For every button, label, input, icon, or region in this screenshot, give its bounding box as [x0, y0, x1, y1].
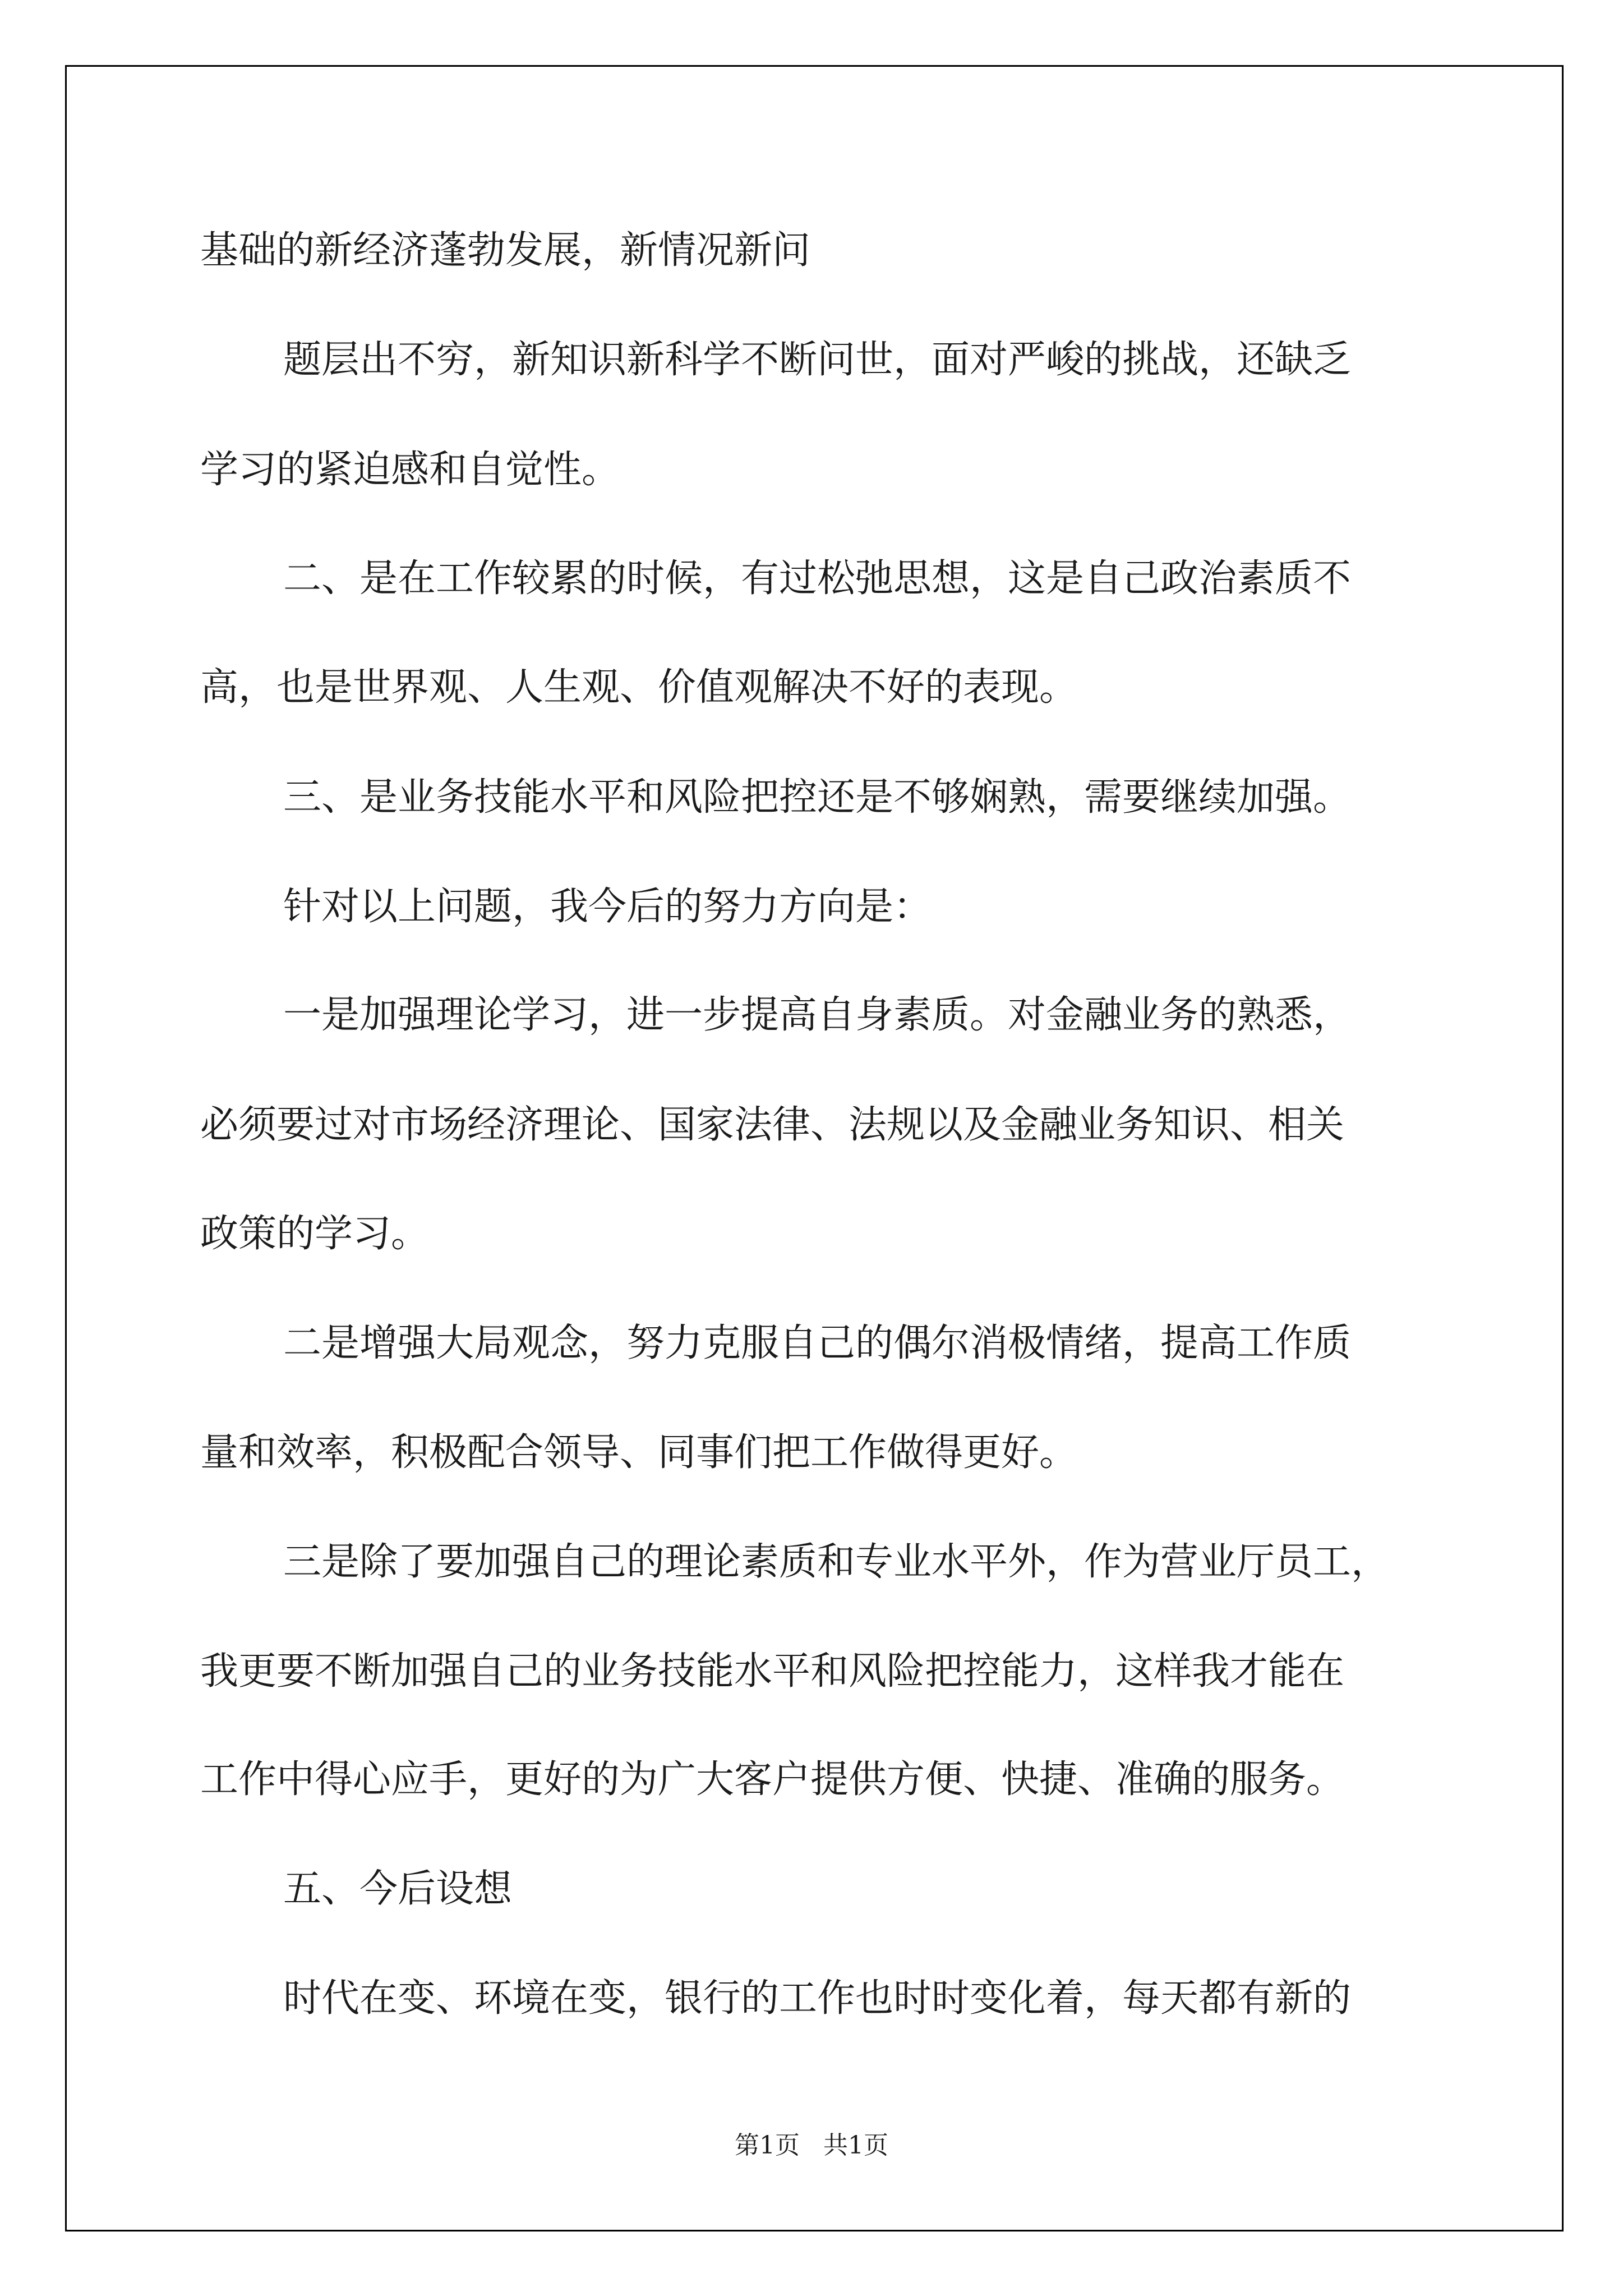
paragraph-line: 基础的新经济蓬勃发展，新情况新问 [200, 228, 811, 273]
paragraph-line: 工作中得心应手，更好的为广大客户提供方便、快捷、准确的服务。 [200, 1757, 1345, 1802]
paragraph-line: 政策的学习。 [200, 1212, 430, 1256]
paragraph-line: 量和效率，积极配合领导、同事们把工作做得更好。 [200, 1430, 1078, 1475]
page-number-footer: 第1页 共1页 [735, 2131, 888, 2160]
paragraph-line: 必须要过对市场经济理论、国家法律、法规以及金融业务知识、相关 [200, 1103, 1345, 1147]
paragraph-line: 二是增强大局观念，努力克服自己的偶尔消极情绪，提高工作质 [283, 1321, 1352, 1365]
paragraph-line: 时代在变、环境在变，银行的工作也时时变化着，每天都有新的 [283, 1976, 1352, 2021]
paragraph-line: 学习的紧迫感和自觉性。 [200, 448, 620, 492]
paragraph-line: 一是加强理论学习，进一步提高自身素质。对金融业务的熟悉， [283, 993, 1352, 1037]
paragraph-line: 高，也是世界观、人生观、价值观解决不好的表现。 [200, 665, 1078, 710]
paragraph-line: 针对以上问题，我今后的努力方向是： [283, 885, 932, 929]
paragraph-line: 三是除了要加强自己的理论素质和专业水平外，作为营业厅员工， [283, 1540, 1390, 1584]
paragraph-line: 二、是在工作较累的时候，有过松弛思想，这是自己政治素质不 [283, 556, 1352, 601]
paragraph-line: 三、是业务技能水平和风险把控还是不够娴熟，需要继续加强。 [283, 775, 1352, 820]
section-heading: 五、今后设想 [283, 1867, 513, 1911]
paragraph-line: 题层出不穷，新知识新科学不断问世，面对严峻的挑战，还缺乏 [283, 338, 1352, 382]
paragraph-line: 我更要不断加强自己的业务技能水平和风险把控能力，这样我才能在 [200, 1649, 1345, 1694]
